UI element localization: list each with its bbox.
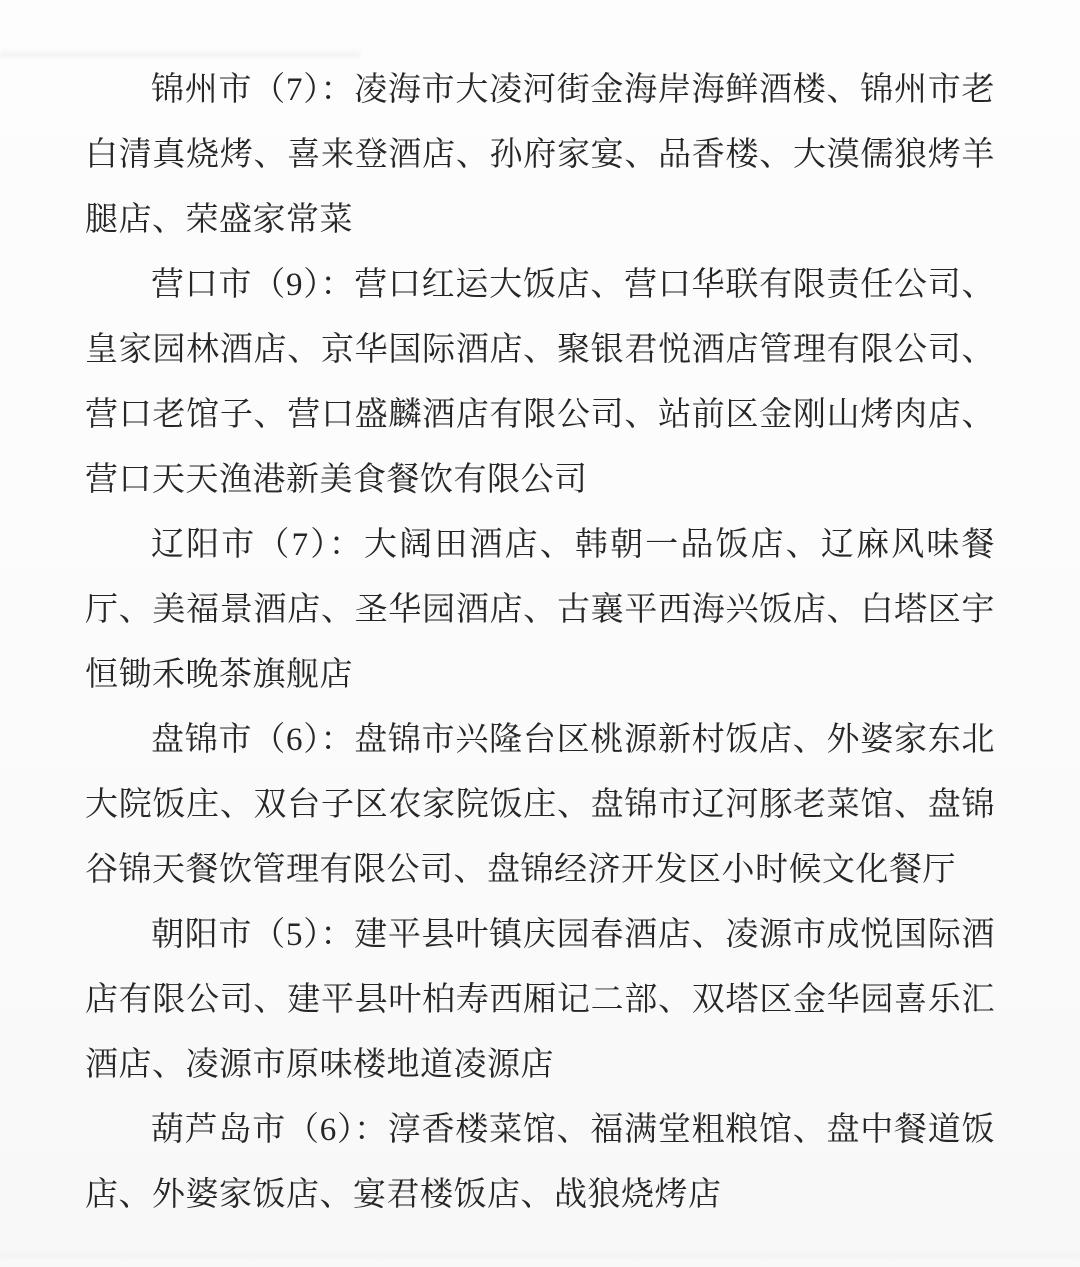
section-yingkou-heading: 营口市（9）： — [151, 267, 355, 303]
section-chaoyang-heading: 朝阳市（5）： — [151, 917, 355, 953]
section-liaoyang-heading: 辽阳市（7）： — [151, 527, 365, 563]
section-chaoyang-restaurants: 建平县叶镇庆园春酒店、凌源市成悦国际酒店有限公司、建平县叶柏寿西厢记二部、双塔区金华园喜乐汇酒店、凌源市原味楼地道凌源店 — [85, 917, 996, 1083]
section-jinzhou-restaurants: 凌海市大凌河街金海岸海鲜酒楼、锦州市老白清真烧烤、喜来登酒店、孙府家宴、品香楼、大漠儒狼烤羊腿店、荣盛家常菜 — [85, 72, 996, 238]
section-huludao-restaurants: 淳香楼菜馆、福满堂粗粮馆、盘中餐道饭店、外婆家饭店、宴君楼饭店、战狼烧烤店 — [85, 1112, 996, 1213]
section-yingkou — [85, 253, 995, 513]
section-huludao — [85, 1098, 995, 1228]
scan-artifact-top — [0, 52, 360, 57]
section-jinzhou — [85, 58, 995, 253]
section-liaoyang-restaurants: 大阔田酒店、韩朝一品饭店、辽麻风味餐厅、美福景酒店、圣华园酒店、古襄平西海兴饭店、白塔区宇恒锄禾晚茶旗舰店 — [85, 527, 996, 693]
section-liaoyang — [85, 513, 995, 708]
section-huludao-heading: 葫芦岛市（6）： — [151, 1112, 388, 1148]
scan-artifact-bottom — [0, 1252, 1080, 1258]
section-panjin-heading: 盘锦市（6）： — [151, 722, 355, 758]
section-yingkou-restaurants: 营口红运大饭店、营口华联有限责任公司、皇家园林酒店、京华国际酒店、聚银君悦酒店管理有限公司、营口老馆子、营口盛麟酒店有限公司、站前区金刚山烤肉店、营口天天渔港新美食餐饮有限公司 — [85, 267, 996, 498]
section-panjin — [85, 708, 995, 903]
section-chaoyang — [85, 903, 995, 1098]
section-panjin-restaurants: 盘锦市兴隆台区桃源新村饭店、外婆家东北大院饭庄、双台子区农家院饭庄、盘锦市辽河豚老菜馆、盘锦谷锦天餐饮管理有限公司、盘锦经济开发区小时候文化餐厅 — [85, 722, 996, 888]
restaurant-list-document — [85, 58, 995, 1228]
section-jinzhou-heading: 锦州市（7）： — [151, 72, 355, 108]
